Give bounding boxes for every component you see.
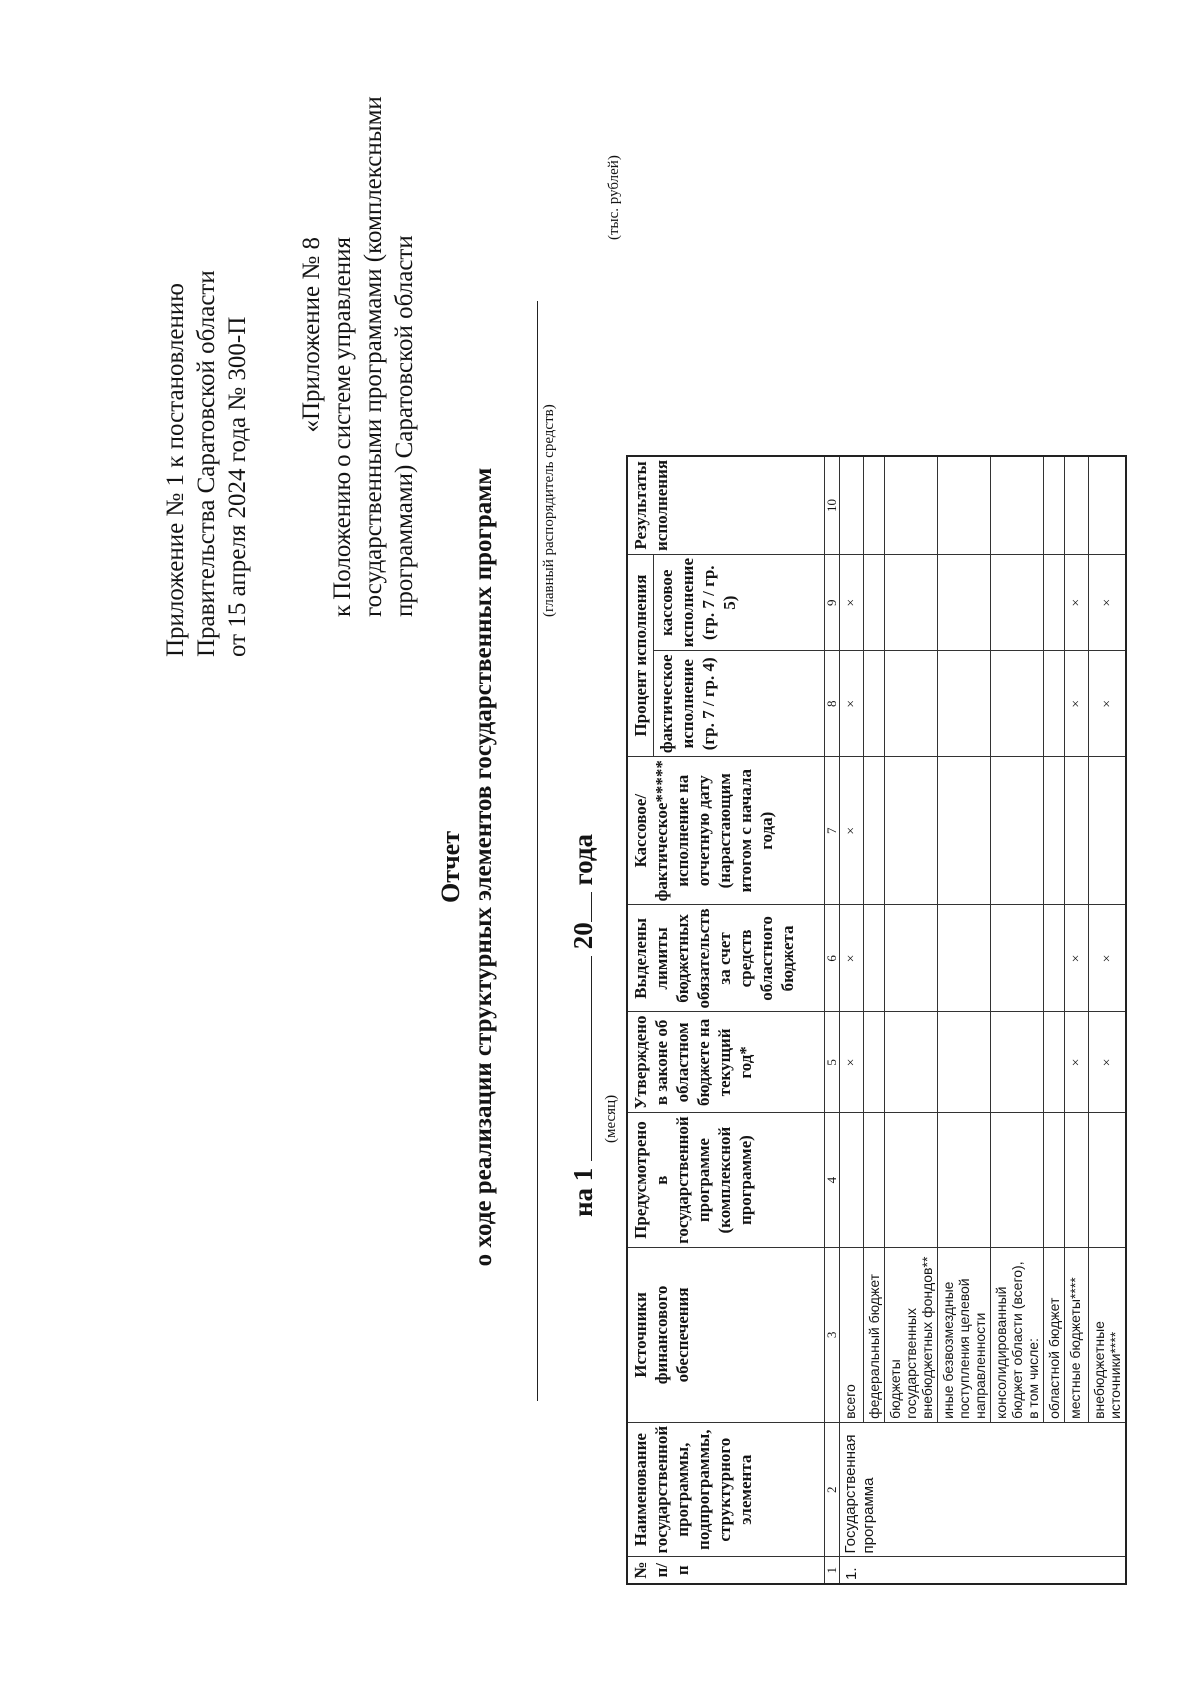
x-mark-cell: × [1065, 555, 1089, 651]
data-cell [1065, 1113, 1089, 1248]
data-cell [1089, 1113, 1127, 1248]
column-number: 2 [825, 1422, 840, 1557]
data-cell [864, 1012, 885, 1113]
year-blank [571, 892, 592, 922]
data-cell [885, 757, 938, 905]
date-prefix: на 1 [568, 1167, 598, 1217]
table-row [1044, 456, 1065, 1584]
regulation-line: программами) Саратовской области [391, 235, 418, 617]
x-mark-cell: × [840, 555, 864, 651]
header-col-results: Результаты исполнения [627, 456, 825, 555]
table-row [864, 456, 885, 1584]
data-cell [938, 757, 991, 905]
data-cell [991, 651, 1044, 757]
column-number: 6 [825, 905, 840, 1012]
table-row [1065, 456, 1089, 1584]
header-col-limits: Выделены лимиты бюджетных обязательств за счет средств областного бюджета [627, 905, 825, 1012]
x-mark-cell: × [1065, 905, 1089, 1012]
table-row [1089, 456, 1127, 1584]
report-subtitle: о ходе реализации структурных элементов государственных программ [470, 467, 497, 1267]
data-cell [938, 1113, 991, 1248]
report-table [626, 455, 1127, 1585]
header-col-number: № п/п [627, 1557, 825, 1584]
data-cell [1089, 456, 1127, 555]
data-cell [1065, 456, 1089, 555]
header-group-percent: Процент исполнения [627, 555, 654, 757]
x-mark-cell: × [1089, 1012, 1127, 1113]
source-cell: федеральный бюджет [864, 1247, 885, 1422]
data-cell [864, 456, 885, 555]
header-col-approved: Утверждено в законе об областном бюджете на текущий год* [627, 1012, 825, 1113]
x-mark-cell: × [840, 905, 864, 1012]
table-row [991, 456, 1044, 1584]
header-col-planned: Предусмотрено в государственной программе (комплексной программе) [627, 1113, 825, 1248]
source-cell: областной бюджет [1044, 1247, 1065, 1422]
data-cell [864, 651, 885, 757]
report-title: Отчет [436, 831, 465, 903]
data-cell [864, 1113, 885, 1248]
data-cell [938, 1012, 991, 1113]
x-mark-cell: × [1089, 555, 1127, 651]
source-cell: иные безвозмездные поступления целевой направленности [938, 1247, 991, 1422]
data-cell [1044, 757, 1065, 905]
program-name: Государственная программа [840, 1422, 1127, 1557]
appendix-line: Правительства Саратовской области [193, 270, 220, 657]
source-cell: всего [840, 1247, 864, 1422]
data-cell [864, 757, 885, 905]
regulation-line: государственными программами (комплексными [360, 96, 387, 617]
column-number: 10 [825, 456, 840, 555]
date-year: 20 [568, 922, 598, 950]
header-col-execution: Кассовое/ фактическое***** исполнение на отчетную дату (нарастающим итогом с начала года) [627, 757, 825, 905]
column-number: 5 [825, 1012, 840, 1113]
x-mark-cell: × [1089, 905, 1127, 1012]
regulation-word: управления [329, 237, 356, 360]
row-number: 1. [840, 1557, 1127, 1584]
header-col-sources: Источники финансового обеспечения [627, 1247, 825, 1422]
header-col-cash-percent: кассовое исполнение (гр. 7 / гр. 5) [654, 555, 825, 651]
regulation-word: Положению [329, 471, 356, 600]
header-col-actual-percent: фактическое исполнение (гр. 7 / гр. 4) [654, 651, 825, 757]
data-cell [864, 555, 885, 651]
column-number: 9 [825, 555, 840, 651]
month-blank [571, 956, 592, 1161]
report-date-line [568, 834, 599, 1217]
data-cell [938, 555, 991, 651]
x-mark-cell: × [840, 757, 864, 905]
data-cell [1044, 905, 1065, 1012]
header-col-name: Наименование государственной программы, подпрограммы, структурного элемента [627, 1422, 825, 1557]
column-number: 8 [825, 651, 840, 757]
data-cell [864, 905, 885, 1012]
data-cell [1065, 757, 1089, 905]
distributor-caption: (главный распорядитель средств) [541, 404, 557, 617]
x-mark-cell: × [840, 651, 864, 757]
data-cell [885, 905, 938, 1012]
data-cell [1089, 757, 1127, 905]
data-cell [991, 456, 1044, 555]
data-cell [885, 1012, 938, 1113]
x-mark-cell: × [1065, 1012, 1089, 1113]
data-cell [991, 1113, 1044, 1248]
data-cell [991, 757, 1044, 905]
data-cell [840, 1113, 864, 1248]
data-cell [938, 651, 991, 757]
x-mark-cell: × [1089, 651, 1127, 757]
table-row [938, 456, 991, 1584]
regulation-word: системе [329, 364, 356, 450]
column-number: 4 [825, 1113, 840, 1248]
regulation-reference [296, 96, 420, 617]
x-mark-cell: × [840, 1012, 864, 1113]
column-number: 3 [825, 1247, 840, 1422]
regulation-line [327, 237, 358, 617]
appendix-line: от 15 апреля 2024 года № 300-П [224, 316, 251, 657]
data-cell [1044, 1113, 1065, 1248]
appendix-reference [160, 237, 253, 657]
data-cell [840, 456, 864, 555]
appendix-line: Приложение № 1 к постановлению [162, 283, 189, 657]
table-row [840, 456, 864, 1584]
x-mark-cell: × [1065, 651, 1089, 757]
data-cell [1044, 1012, 1065, 1113]
data-cell [938, 905, 991, 1012]
column-number: 1 [825, 1557, 840, 1584]
column-number: 7 [825, 757, 840, 905]
data-cell [1044, 555, 1065, 651]
date-suffix: года [568, 833, 598, 886]
source-cell: бюджеты государственных внебюджетных фондов** [885, 1247, 938, 1422]
units-label: (тыс. рублей) [606, 155, 622, 240]
month-caption: (месяц) [603, 1094, 619, 1143]
distributor-line [537, 301, 538, 1401]
source-cell: консолидированный бюджет области (всего), в том числе: [991, 1247, 1044, 1422]
source-cell: внебюджетные источники**** [1089, 1247, 1127, 1422]
data-cell [991, 555, 1044, 651]
data-cell [885, 651, 938, 757]
source-cell: местные бюджеты**** [1065, 1247, 1089, 1422]
data-cell [885, 456, 938, 555]
data-cell [991, 1012, 1044, 1113]
regulation-word: к [329, 604, 356, 617]
data-cell [1044, 456, 1065, 555]
regulation-word: о [329, 454, 356, 467]
table-row [885, 456, 938, 1584]
data-cell [1044, 651, 1065, 757]
data-cell [938, 456, 991, 555]
data-cell [885, 555, 938, 651]
data-cell [885, 1113, 938, 1248]
data-cell [991, 905, 1044, 1012]
regulation-title: «Приложение № 8 [298, 237, 325, 433]
